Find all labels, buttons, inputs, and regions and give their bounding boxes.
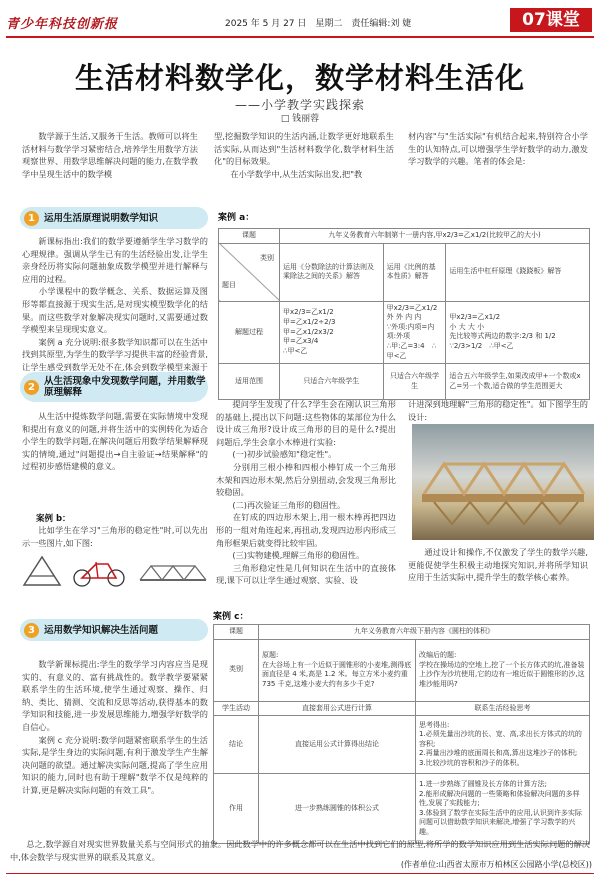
article-title: 生活材料数学化，数学材料生活化 [74, 61, 525, 95]
table-cell: 进一步熟练圆锥的体积公式 [259, 774, 416, 844]
section-number-badge: 2 [24, 380, 39, 395]
section-1-heading [20, 207, 208, 229]
table-cell: 思考得出: 1.必须先量出沙坑的长、宽、高,求出长方体式的坑的容积; 2.再量出沙堆的底面周长和高,算出这堆沙子的体积; 3.比较沙坑的容积和沙子的体积。 [416, 716, 590, 774]
section-3-heading [20, 619, 208, 641]
bicycle-icon [74, 562, 124, 586]
case-a-table [218, 228, 590, 400]
table-cell: 作用 [214, 774, 259, 844]
case-a-label: 案例 a： [218, 213, 255, 223]
table-cell: 适合五六年级学生,如果改成甲+一个数或x乙=另一个数,适合做的学生范围更大 [446, 364, 590, 400]
table-cell: 九年义务教育六年级下册内容《圆柱的体积》 [259, 625, 590, 640]
article-conclusion: 总之,数学源自对现实世界数量关系与空间形式的抽象。因此数学中的许多概念都可以在生活中找到它们的原型,将所学的数学知识应用到生活实际问题的解决中,体会数学与现实世界的联系及其意义。 [10, 839, 590, 862]
section-heading-text: 从生活现象中发现数学问题，并用数学原理解释 [44, 376, 206, 398]
table-cell: 直接运用公式计算得出结论 [259, 716, 416, 774]
table-cell: 甲x2/3=乙x1/2 小 大 大 小 先比较等式两边的数字:2/3 和 1/2 ∵2/3>1/2 ∴甲<乙 [446, 301, 590, 364]
case-b-label: 案例 b： [36, 514, 71, 524]
footer-rule [6, 873, 594, 874]
table-cell: 运用《分数除法的计算法则及乘除法之间的关系》解答 [280, 243, 384, 301]
section-3-body: 数学新课标提出:学生的数学学习内容应当是现实的、有意义的、富有挑战性的。数学教学要紧紧联系学生的生活环境,使学生通过观察、操作、归纳、类比、猜测、交流和反思等活动,获得基本的数学知识和技能,进一步发展思维能力,增强学好数学的自信心。 案例 c 充分说明:数学问题紧密联系学生的生活实际,是学生身边的实际问题,有利于激发学生产生解决问题的欲望。通过解决实际问题,提高了学生应用知识的能力,同时也有助于理解"数学不仅是纯粹的计算,更是解决实际问题的有效工具"。 [22, 659, 208, 795]
issue-meta: 2025 年 5 月 27 日 星期二 责任编辑:刘 婕 [225, 19, 412, 29]
triangle-shelf-icon [24, 557, 60, 585]
article-author: □ 钱丽蓉 [280, 114, 320, 124]
case-c-table [213, 624, 590, 844]
table-cell: 结论 [214, 716, 259, 774]
section-heading-text: 运用数学知识解决生活问题 [44, 624, 159, 636]
table-cell: 甲x2/3=乙x1/2 外 外 内 内 ∵外项:内项=内项:外项 ∴甲:乙=3:4 ∴甲<乙 [383, 301, 446, 364]
table-cell: 只适合六年级学生 [383, 364, 446, 400]
table-cell: 适用范围 [219, 364, 280, 400]
section-number-badge: 3 [24, 623, 39, 638]
intro-col3: 材内容"与"生活实际"有机结合起来,特别符合小学生的认知特点,可以增强学生学好数学的动力,激发学习数学的兴趣。笔者的体会是: [408, 131, 588, 167]
original-problem-title: 原题: [262, 650, 279, 659]
newspaper-brand: 青少年科技创新报 [6, 17, 119, 32]
triangle-bridge-model-icon [412, 424, 594, 540]
triangle-examples-figure [20, 552, 210, 590]
section-2-col3-bottom: 通过设计和操作,不仅激发了学生的数学兴趣,更能促使学生积极主动地探究知识,并将所学知识应用于生活实际中,提升学生的数学核心素养。 [408, 547, 588, 583]
table-cell: 直接套用公式进行计算 [259, 701, 416, 716]
section-2-heading [20, 372, 208, 402]
table-cell [259, 639, 416, 701]
section-heading-text: 运用生活原理说明数学知识 [44, 212, 159, 224]
case-b-text: 比如学生在学习"三角形的稳定性"时,可以先出示一些图片,如下图: [22, 525, 208, 548]
section-1-body: 新课标指出:我们的数学要遵循学生学习数学的心理规律。强调从学生已有的生活经验出发,让学生亲身经历将实际问题抽象成数学模型并进行解释与应用的过程。 小学课程中的数学概念、关系、数据运算及图形等都直接源于现实生活,是对现实模型数学化的结果。而这些数学对象解决现实问题时,又需要通过数学模型来呈现现实意义。 案例 a 充分说明:很多数学知识都可以在生活中找到其原型,为学生的数学学习提供丰富的经验背景,让学生感受到数学无处不在,体会到数学模型来源于 [22, 236, 208, 372]
intro-col1: 数学源于生活,又服务于生活。教师可以将生活材料与数学学习紧密结合,培养学生用数学方法观察世界、用数学思维解决问题的能力,在数学教学中呈现生活中的数学模 [22, 131, 198, 179]
adapted-problem-text: 学校在操场边的空地上,挖了一个长方体式的坑,准备装上沙作为沙坑使用,它的边有一堆近似于圆锥形的沙,这堆沙能用吗? [419, 660, 585, 688]
table-cell: 运用生活中杠杆原理《跷跷板》解答 [446, 243, 590, 301]
table-cell: 课题 [214, 625, 259, 640]
case-c-label: 案例 c： [213, 612, 249, 622]
student-design-photo [412, 424, 594, 540]
table-cell: 甲x2/3=乙x1/2 甲=乙x1/2÷2/3 甲=乙x1/2x3/2 甲=乙x3/4 ∴甲<乙 [280, 301, 384, 364]
table-cell: 课题 [219, 229, 280, 244]
table-cell: 联系生活经验思考 [416, 701, 590, 716]
table-cell: 1.进一步熟练了圆锥及长方体的计算方法; 2.能形成解决问题的一些策略和体验解决问题的多样性,发展了实践能力; 3.体验到了数学在实际生活中的应用,认识到许多实际问题可以借助数学知识来解决,增强了学习数学的兴趣。 [416, 774, 590, 844]
header-rule [6, 36, 594, 38]
table-cell: 九年义务教育六年制第十一册内容,甲x2/3=乙x1/2(比较甲乙的大小) [280, 229, 590, 244]
section-number-badge: 1 [24, 211, 39, 226]
original-problem-text: 在大谷场上有一个近似于圆锥形的小麦堆,测得底面直径是 4 米,高是 1.2 米。每立方米小麦约重 735 千克,这堆小麦大约有多少千克? [262, 660, 412, 688]
table-head-type: 类别 [260, 253, 274, 262]
table-cell: 类别 [214, 639, 259, 701]
table-cell: 解题过程 [219, 301, 280, 364]
table-cell [416, 639, 590, 701]
table-cell: 只适合六年级学生 [280, 364, 384, 400]
intro-col2: 型,挖掘数学知识的生活内涵,让数学更好地联系生活实际,从而达到"生活材料数学化,数学材料生活化"的目标效果。 在小学数学中,从生活实际出发,把"教 [214, 131, 394, 179]
author-affiliation: (作者单位:山西省太原市万柏林区公园路小学(总校区)) [400, 860, 592, 869]
page-tag: 07课堂 [510, 8, 592, 32]
article-subtitle: ——小学教学实践探索 [234, 98, 365, 112]
section-2-body: 从生活中提炼数学问题,需要在实际情境中发现和提出有意义的问题,并将生活中的实例转化为适合小学生的数学问题,在解决问题后用数学结果解释现实的情境,通过"问题提出→自主验证→结果解释"的过程初步感悟建模的意义。 [22, 411, 208, 472]
bridge-truss-icon [140, 566, 206, 580]
table-cell [219, 243, 280, 301]
section-2-col2: 提问学生发现了什么?学生会在刚认识三角形的基础上,提出以下问题:这些物体的某部位为什么设计成三角形?设计成三角形的目的是什么?提出问题后,学生会拿小木棒进行实验: (一)初步试验感知"稳定性"。 分别用三根小棒和四根小棒钉成一个三角形木架和四边形木架,然后分别扭动,会发现三角形比较稳固。 (二)再次验证三角形的稳固性。 在钉成的四边形木架上,用一根木棒再把四边形的一组对角连起来,再扭动,发现四边形内形成三角形框架后就变得比较牢固。 (三)实物建模,理解三角形的稳固性。 三角形稳定性是几何知识在生活中的直接体现,课下可以让学生通过观察、实验、设 [216, 399, 396, 586]
table-cell: 运用《比例的基本性质》解答 [383, 243, 446, 301]
table-cell: 学生活动 [214, 701, 259, 716]
table-head-topic: 题目 [222, 281, 236, 290]
section-2-col3-top: 计进深到地理解"三角形的稳定性"。如下图学生的设计: [408, 399, 588, 422]
adapted-problem-title: 改编后的题: [419, 650, 457, 659]
